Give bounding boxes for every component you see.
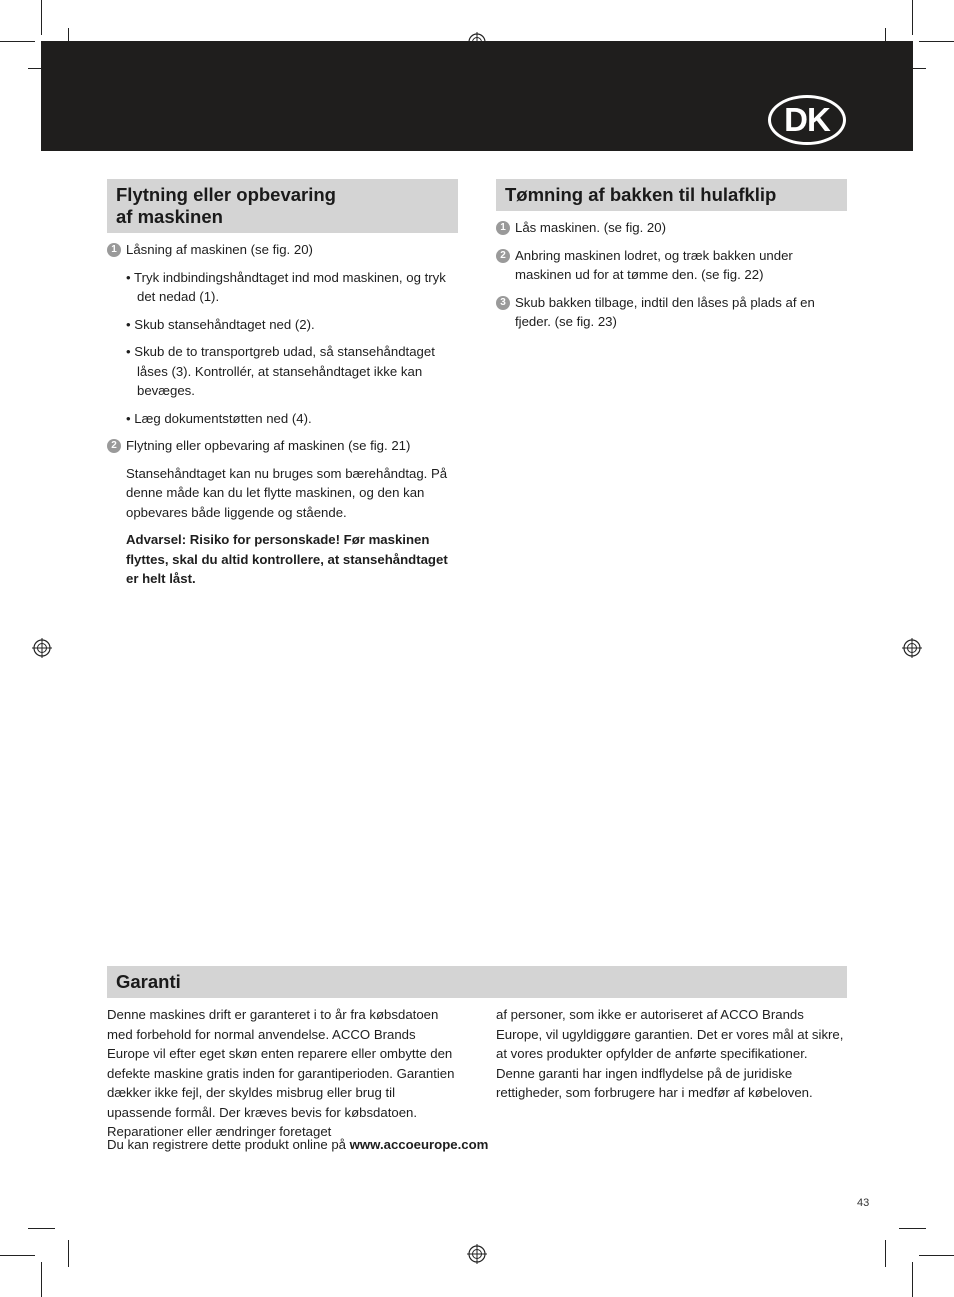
garanti-title: Garanti	[107, 966, 847, 998]
bullet-item: • Skub de to transportgreb udad, så stansehåndtaget låses (3). Kontrollér, at stansehåndtaget ikke kan bevæges.	[126, 344, 435, 398]
step-text: Skub bakken tilbage, indtil den låses på plads af en fjeder. (se fig. 23)	[515, 294, 815, 329]
crop-mark	[919, 41, 954, 42]
step-item	[496, 293, 847, 332]
step-text: Låsning af maskinen (se fig. 20)	[126, 242, 313, 257]
paragraph: Stansehåndtaget kan nu bruges som bærehåndtag. På denne måde kan du let flytte maskinen, og den kan opbevares både liggende og stående.	[126, 465, 448, 520]
step-item	[496, 218, 847, 238]
crop-mark	[0, 41, 35, 42]
registration-mark-icon	[467, 1244, 487, 1264]
crop-mark	[899, 1228, 926, 1229]
register-line	[107, 1135, 557, 1155]
step-item	[107, 436, 458, 456]
step-item	[107, 240, 458, 260]
section-title: Tømning af bakken til hulafklip	[496, 179, 847, 211]
crop-mark	[68, 1240, 69, 1267]
bullet-item: • Læg dokumentstøtten ned (4).	[126, 410, 312, 426]
garanti-text-left: Denne maskines drift er garanteret i to år fra købsdatoen med forbehold for normal anvendelse. ACCO Brands Europe vil efter eget skøn enten reparere eller ombytte den defekte maskine gratis inden for garantiperioden. Garantien dækker ikke fejl, der skyldes misbrug eller brug til upassende formål. Der kræves bevis for købsdatoen. Reparationer eller ændringer foretaget	[107, 1007, 455, 1139]
page-number: 43	[857, 1197, 870, 1209]
bullet-item: • Skub stansehåndtaget ned (2).	[126, 316, 315, 332]
crop-mark	[912, 0, 913, 35]
section-empty-tray	[496, 179, 847, 340]
step-text: Anbring maskinen lodret, og træk bakken under maskinen ud for at tømme den. (se fig. 22)	[515, 247, 793, 282]
crop-mark	[885, 1240, 886, 1267]
step-number-icon: 3	[496, 296, 510, 310]
step-text: Flytning eller opbevaring af maskinen (se fig. 21)	[126, 438, 411, 453]
warning-text: Advarsel: Risiko for personskade! Før maskinen flyttes, skal du altid kontrollere, at stansehåndtaget er helt låst.	[126, 532, 448, 586]
crop-mark	[912, 1262, 913, 1297]
step-number-icon: 1	[107, 243, 121, 257]
step-number-icon: 2	[496, 249, 510, 263]
step-text: Lås maskinen. (se fig. 20)	[515, 220, 666, 235]
section-title: Flytning eller opbevaring af maskinen	[107, 179, 458, 233]
step-number-icon: 1	[496, 221, 510, 235]
register-text: Du kan registrere dette produkt online på	[107, 1137, 350, 1152]
registration-mark-icon	[902, 638, 922, 658]
crop-mark	[0, 1255, 35, 1256]
register-link[interactable]: www.accoeurope.com	[349, 1137, 489, 1152]
crop-mark	[41, 0, 42, 35]
garanti-text-right: af personer, som ikke er autoriseret af ACCO Brands Europe, vil ugyldiggøre garantien. Det er vores mål at sikre, at vores produkter opfylder de anførte specifikationer. Denne garanti har ingen indflydelse på de juridiske rettigheder, som forbrugere har i medfør af købeloven.	[496, 1007, 844, 1100]
registration-mark-icon	[32, 638, 52, 658]
bullet-item: • Tryk indbindingshåndtaget ind mod maskinen, og tryk det nedad (1).	[126, 269, 446, 304]
crop-mark	[28, 1228, 55, 1229]
step-number-icon: 2	[107, 439, 121, 453]
crop-mark	[41, 1262, 42, 1297]
crop-mark	[919, 1255, 954, 1256]
step-item	[496, 246, 847, 285]
country-badge: DK	[768, 95, 846, 145]
section-moving-storage	[107, 179, 458, 597]
